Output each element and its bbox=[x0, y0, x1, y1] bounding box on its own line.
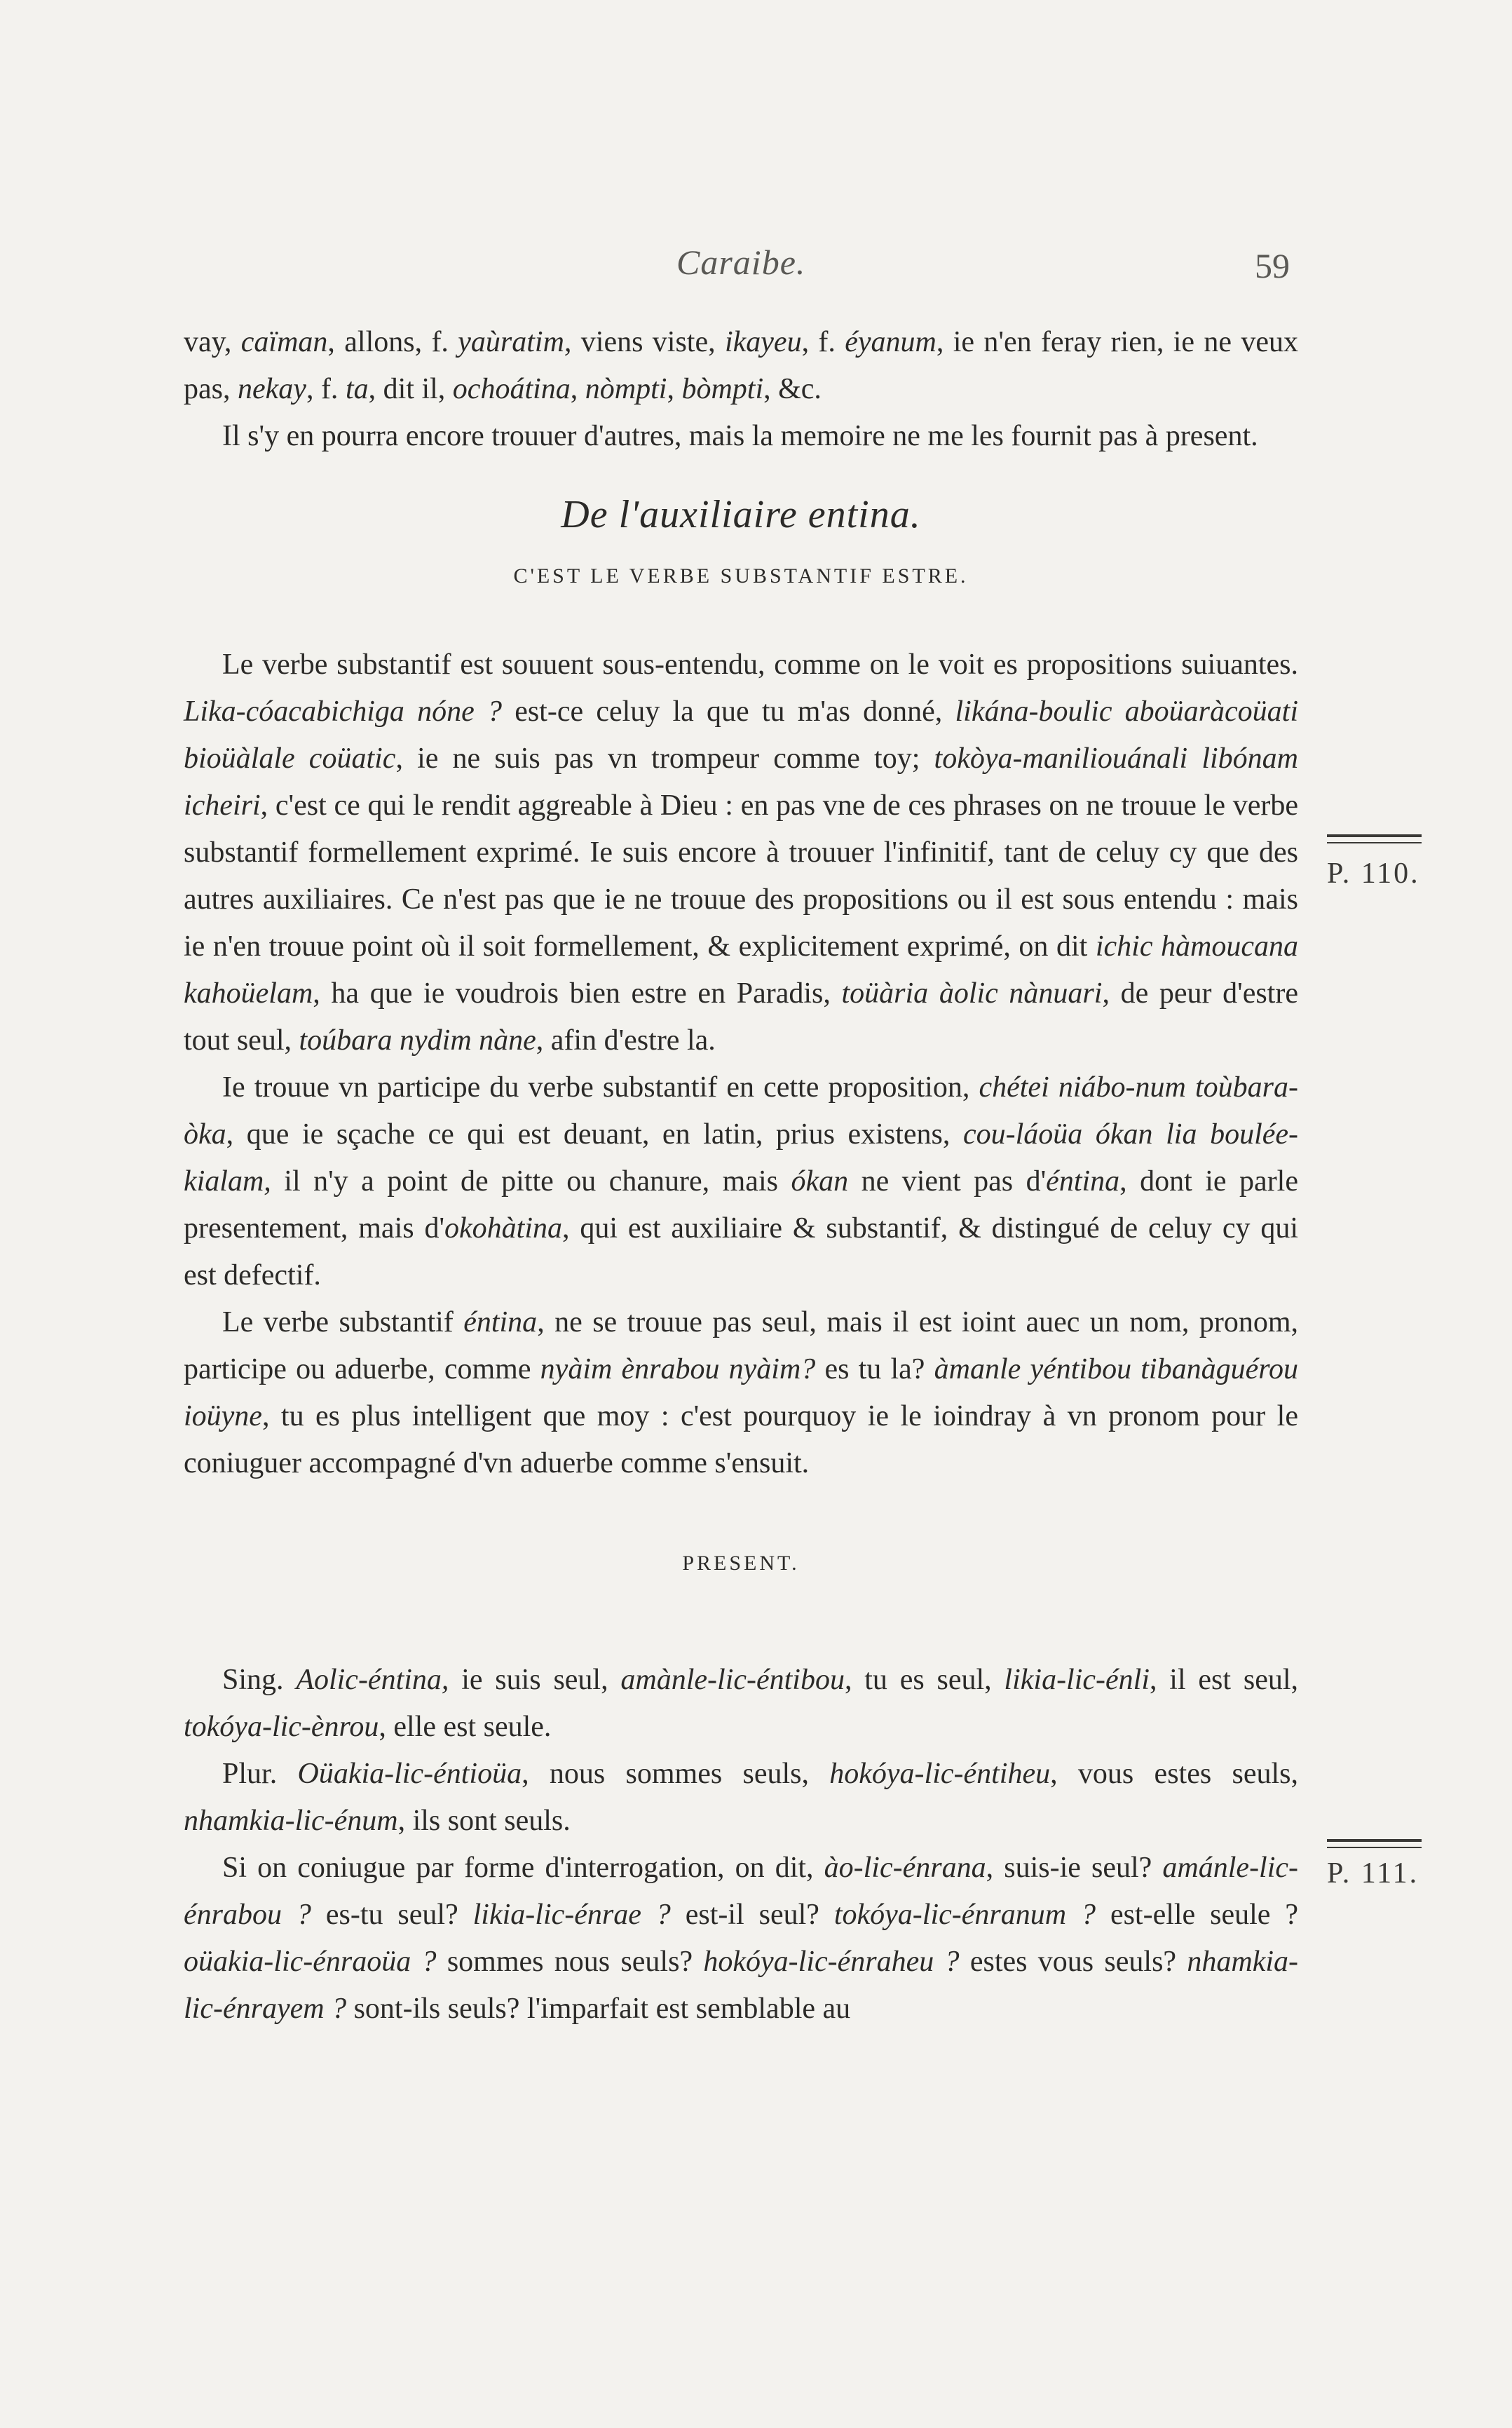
text: Plur. bbox=[222, 1758, 298, 1790]
text: , ha que ie voudrois bien estre en Paradis, bbox=[313, 977, 842, 1010]
carib-word: nyàim ènrabou nyàim? bbox=[540, 1353, 816, 1385]
text: es tu la? bbox=[815, 1353, 934, 1385]
text: Si on coniugue par forme d'interrogation, on dit, bbox=[222, 1852, 824, 1884]
paragraph bbox=[184, 642, 1298, 1064]
paragraph bbox=[184, 1751, 1298, 1845]
carib-word: toüària àolic nànuari bbox=[841, 977, 1103, 1010]
carib-word: ichic hàmoucana kahoüelam bbox=[184, 930, 1298, 1010]
paragraph bbox=[184, 319, 1298, 413]
carib-word: toúbara nydim nàne bbox=[299, 1024, 536, 1057]
text: , afin d'estre la. bbox=[536, 1024, 716, 1057]
text: , bbox=[570, 373, 585, 405]
text: Ie trouue vn participe du verbe substantif en cette proposition, bbox=[222, 1071, 979, 1104]
body-text bbox=[184, 319, 1298, 2033]
text: , &c. bbox=[763, 373, 822, 405]
carib-word: Aolic-éntina, bbox=[296, 1664, 449, 1696]
carib-word: àmanle yéntibou tibanàguérou ioüyne bbox=[184, 1353, 1299, 1432]
text: , de peur d'estre tout seul, bbox=[184, 977, 1298, 1057]
carib-word: Oüakia-lic-éntioüa bbox=[297, 1758, 522, 1790]
text: est-il seul? bbox=[670, 1899, 834, 1931]
text: estes vous seuls? bbox=[959, 1946, 1187, 1978]
text: est-elle seule ? bbox=[1096, 1899, 1298, 1931]
carib-word: oüakia-lic-énraoüa ? bbox=[184, 1946, 437, 1978]
present-heading: PRESENT. bbox=[682, 1552, 800, 1575]
carib-word: nekay bbox=[238, 373, 306, 405]
text: Le verbe substantif bbox=[222, 1306, 464, 1338]
text: , f. bbox=[306, 373, 346, 405]
carib-word: likia-lic-énrae ? bbox=[472, 1899, 671, 1931]
text: , tu es plus intelligent que moy : c'est pourquoy ie le ioindray à vn pronom pour le coniuguer accompagné d'vn aduerbe comme s'ensuit. bbox=[184, 1400, 1298, 1479]
carib-word: caïman bbox=[240, 326, 328, 358]
carib-word: nhamkia-lic-énrayem ? bbox=[184, 1946, 1299, 2025]
carib-word: nòmpti bbox=[585, 373, 667, 405]
section-heading: De l'auxiliaire entina. bbox=[561, 493, 921, 536]
paragraph bbox=[184, 1064, 1298, 1299]
carib-word: ochoátina bbox=[452, 373, 571, 405]
carib-word: tokóya-lic-ènrou bbox=[184, 1711, 379, 1743]
carib-word: éntina bbox=[463, 1306, 538, 1338]
running-head: Caraibe. bbox=[676, 243, 806, 282]
carib-word: ta bbox=[345, 373, 369, 405]
text: Le verbe substantif est souuent sous-entendu, comme on le voit es propositions suiuantes. bbox=[222, 649, 1298, 681]
text: , il est seul, bbox=[1150, 1664, 1299, 1696]
text: , ne se trouue pas seul, mais il est ioint auec un nom, pronom, participe ou aduerbe, comme bbox=[184, 1306, 1299, 1385]
text: , dont ie parle presentement, mais d' bbox=[184, 1165, 1298, 1244]
paragraph bbox=[184, 1299, 1298, 1487]
carib-word: chétei niábo-num toùbara-òka bbox=[184, 1071, 1298, 1151]
text: , qui est auxiliaire & substantif, & distingué de celuy cy qui est defectif. bbox=[184, 1212, 1298, 1291]
text: es-tu seul? bbox=[311, 1899, 473, 1931]
text: , ils sont seuls. bbox=[397, 1805, 571, 1837]
text: vay, bbox=[184, 326, 241, 358]
text: , c'est ce qui le rendit aggreable à Dieu : en pas vne de ces phrases on ne trouue le verbe substantif formellement exprimé. Ie suis encore à trouuer l'infinitif, tant de celuy cy que des autres auxiliaires. Ce n'est pas que ie ne trouue des propositions ou il est sous entendu : mais ie n'en trouue point où il soit formellement, & explicitement exprimé, on dit bbox=[184, 789, 1298, 963]
margin-ref-111: P. 111. bbox=[1327, 1857, 1419, 1890]
paragraph bbox=[184, 1657, 1298, 1751]
carib-word: ókan bbox=[791, 1165, 849, 1198]
text: , que ie sçache ce qui est deuant, en latin, prius existens, bbox=[226, 1118, 963, 1151]
carib-word: tokòya-maniliouánali libónam icheiri bbox=[184, 742, 1298, 822]
carib-word: likána-boulic aboüaràcoüati bioüàlale coüatic bbox=[184, 696, 1298, 775]
margin-ref-110: P. 110. bbox=[1327, 857, 1420, 890]
text: sont-ils seuls? l'imparfait est semblable au bbox=[346, 1993, 851, 2025]
carib-word: hokóya-lic-énraheu ? bbox=[703, 1946, 960, 1978]
carib-word: ikayeu bbox=[724, 326, 802, 358]
carib-word: okohàtina bbox=[444, 1212, 563, 1244]
carib-word: amánle-lic-énrabou ? bbox=[184, 1852, 1299, 1931]
text: , f. bbox=[801, 326, 845, 358]
paragraph bbox=[184, 413, 1298, 460]
carib-word: bòmpti bbox=[681, 373, 764, 405]
text: , dit il, bbox=[368, 373, 453, 405]
carib-word: hokóya-lic-éntiheu bbox=[829, 1758, 1051, 1790]
text: il n'y a point de pitte ou chanure, mais bbox=[271, 1165, 791, 1198]
carib-word: nhamkia-lic-énum bbox=[184, 1805, 398, 1837]
carib-word: éntina bbox=[1046, 1165, 1120, 1198]
margin-rule bbox=[1327, 834, 1422, 837]
carib-word: éyanum bbox=[845, 326, 937, 358]
text: , tu es seul, bbox=[844, 1664, 1004, 1696]
text: ie suis seul, bbox=[449, 1664, 621, 1696]
section-subheading: C'EST LE VERBE SUBSTANTIF ESTRE. bbox=[513, 564, 969, 588]
text: , vous estes seuls, bbox=[1050, 1758, 1298, 1790]
text: est-ce celuy la que tu m'as donné, bbox=[501, 696, 955, 728]
carib-word: Lika-cóacabichiga nóne ? bbox=[184, 696, 502, 728]
text: ne vient pas d' bbox=[848, 1165, 1047, 1198]
text: , bbox=[667, 373, 682, 405]
text: Il s'y en pourra encore trouuer d'autres, mais la memoire ne me les fournit pas à present. bbox=[222, 420, 1258, 452]
carib-word: amànle-lic-éntibou bbox=[620, 1664, 845, 1696]
text: , nous sommes seuls, bbox=[522, 1758, 830, 1790]
carib-word: cou-láoüa ókan lia boulée-kialam, bbox=[184, 1118, 1299, 1198]
margin-rule bbox=[1327, 1847, 1422, 1848]
margin-rule bbox=[1327, 1839, 1422, 1842]
text: , allons, f. bbox=[327, 326, 458, 358]
carib-word: yaùratim, bbox=[458, 326, 572, 358]
text: , elle est seule. bbox=[379, 1711, 552, 1743]
text: , suis-ie seul? bbox=[986, 1852, 1163, 1884]
carib-word: ào-lic-énrana bbox=[824, 1852, 986, 1884]
text: Sing. bbox=[222, 1664, 297, 1696]
text: , ie ne suis pas vn trompeur comme toy; bbox=[395, 742, 934, 775]
carib-word: likia-lic-énli bbox=[1004, 1664, 1150, 1696]
text: sommes nous seuls? bbox=[436, 1946, 704, 1978]
page-number: 59 bbox=[1255, 246, 1290, 285]
margin-rule bbox=[1327, 842, 1422, 843]
text: , ie n'en feray rien, ie ne veux pas, bbox=[184, 326, 1298, 405]
paragraph bbox=[184, 1845, 1298, 2033]
text: viens viste, bbox=[571, 326, 725, 358]
carib-word: tokóya-lic-énranum ? bbox=[833, 1899, 1096, 1931]
